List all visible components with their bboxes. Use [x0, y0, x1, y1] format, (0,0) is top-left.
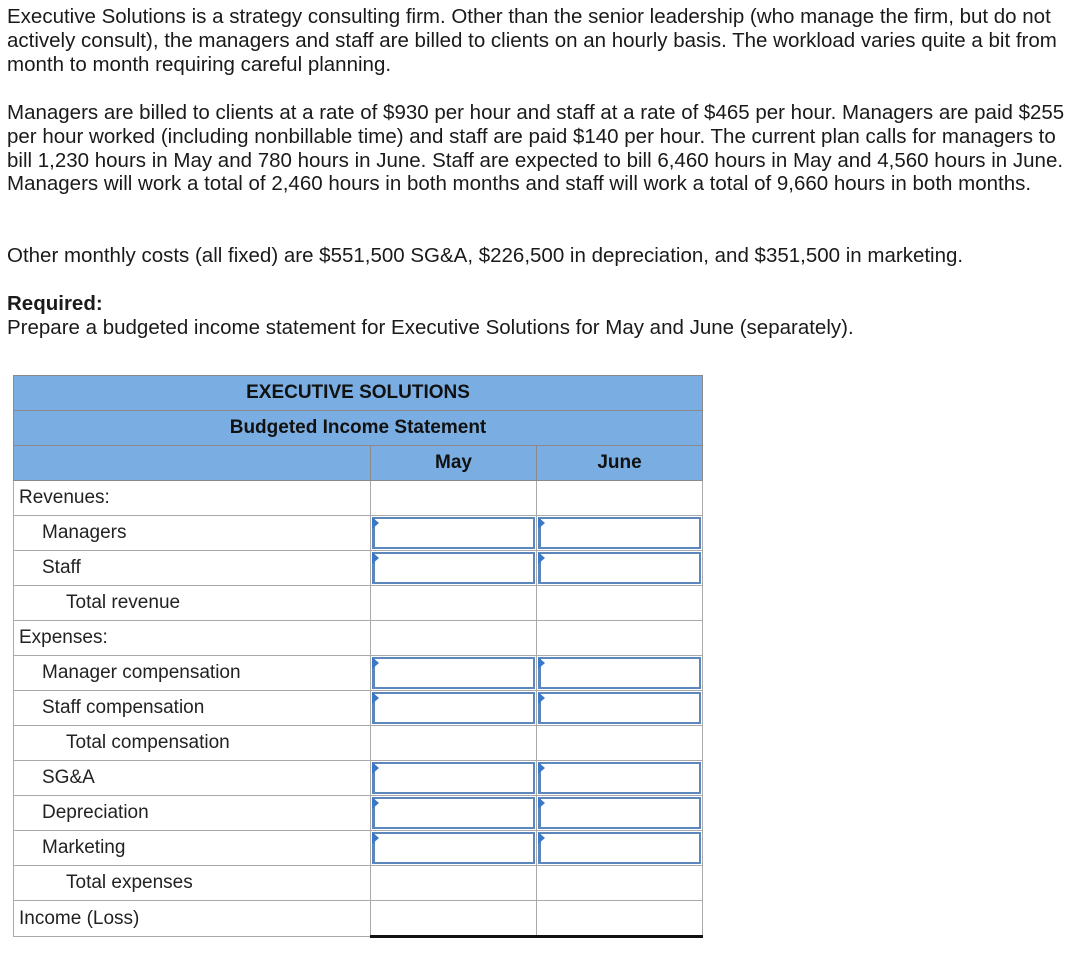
statement-title: Budgeted Income Statement: [14, 411, 703, 446]
total-expenses-may-cell: [371, 866, 537, 901]
total-comp-may-cell: [371, 726, 537, 761]
managers-may-input[interactable]: [372, 517, 535, 549]
table-row: [14, 516, 703, 551]
row-label-marketing: Marketing: [14, 831, 371, 866]
row-label-staff: Staff: [14, 551, 371, 586]
table-row: [14, 901, 703, 937]
company-name: EXECUTIVE SOLUTIONS: [14, 376, 703, 411]
table-row: [14, 726, 703, 761]
staff-comp-may-cell: [371, 691, 537, 726]
manager-comp-june-input[interactable]: [538, 657, 701, 689]
row-label-total-revenue: Total revenue: [14, 586, 371, 621]
required-title: Required:: [7, 292, 103, 315]
depreciation-june-input[interactable]: [538, 797, 701, 829]
row-label-total-compensation: Total compensation: [14, 726, 371, 761]
input-marker-icon: [372, 692, 379, 704]
staff-may-cell: [371, 551, 537, 586]
input-marker-icon: [538, 692, 545, 704]
income-june-cell: [537, 901, 703, 937]
staff-comp-may-input[interactable]: [372, 692, 535, 724]
budgeted-income-statement-table: [13, 375, 703, 938]
table-row: [14, 586, 703, 621]
staff-june-input[interactable]: [538, 552, 701, 584]
column-header-may: May: [371, 446, 537, 481]
input-marker-icon: [538, 797, 545, 809]
statement-title-row: [14, 411, 703, 446]
table-row: [14, 656, 703, 691]
input-marker-icon: [372, 832, 379, 844]
input-marker-icon: [538, 657, 545, 669]
row-label-managers: Managers: [14, 516, 371, 551]
expenses-june-cell: [537, 621, 703, 656]
managers-june-input[interactable]: [538, 517, 701, 549]
table-row: [14, 551, 703, 586]
table-row: [14, 481, 703, 516]
column-header-row: [14, 446, 703, 481]
marketing-may-cell: [371, 831, 537, 866]
row-label-manager-compensation: Manager compensation: [14, 656, 371, 691]
total-comp-june-cell: [537, 726, 703, 761]
manager-comp-may-input[interactable]: [372, 657, 535, 689]
staff-june-cell: [537, 551, 703, 586]
required-text: Prepare a budgeted income statement for Executive Solutions for May and June (separately).: [7, 316, 854, 339]
input-marker-icon: [538, 552, 545, 564]
depreciation-june-cell: [537, 796, 703, 831]
income-may-cell: [371, 901, 537, 937]
input-marker-icon: [372, 797, 379, 809]
marketing-june-cell: [537, 831, 703, 866]
revenues-june-cell: [537, 481, 703, 516]
staff-comp-june-cell: [537, 691, 703, 726]
managers-may-cell: [371, 516, 537, 551]
total-expenses-june-cell: [537, 866, 703, 901]
staff-comp-june-input[interactable]: [538, 692, 701, 724]
row-label-income-loss: Income (Loss): [14, 901, 371, 937]
row-label-revenues: Revenues:: [14, 481, 371, 516]
row-label-total-expenses: Total expenses: [14, 866, 371, 901]
manager-comp-may-cell: [371, 656, 537, 691]
sga-may-input[interactable]: [372, 762, 535, 794]
row-label-sga: SG&A: [14, 761, 371, 796]
input-marker-icon: [372, 552, 379, 564]
total-revenue-may-cell: [371, 586, 537, 621]
column-header-june: June: [537, 446, 703, 481]
problem-paragraph-1: Executive Solutions is a strategy consulting firm. Other than the senior leadership (who manage the firm, but do not actively consult), the managers and staff are billed to clients on an hourly basis. The workload varies quite a bit from month to month requiring careful planning.: [7, 5, 1057, 76]
revenues-may-cell: [371, 481, 537, 516]
sga-may-cell: [371, 761, 537, 796]
total-revenue-june-cell: [537, 586, 703, 621]
table-row: [14, 621, 703, 656]
expenses-may-cell: [371, 621, 537, 656]
sga-june-cell: [537, 761, 703, 796]
row-label-expenses: Expenses:: [14, 621, 371, 656]
depreciation-may-input[interactable]: [372, 797, 535, 829]
depreciation-may-cell: [371, 796, 537, 831]
input-marker-icon: [372, 517, 379, 529]
table-row: [14, 796, 703, 831]
input-marker-icon: [372, 762, 379, 774]
managers-june-cell: [537, 516, 703, 551]
row-label-depreciation: Depreciation: [14, 796, 371, 831]
problem-paragraph-3: Other monthly costs (all fixed) are $551,500 SG&A, $226,500 in depreciation, and $351,500 in marketing.: [7, 244, 964, 267]
input-marker-icon: [538, 517, 545, 529]
table-row: [14, 761, 703, 796]
row-label-staff-compensation: Staff compensation: [14, 691, 371, 726]
input-marker-icon: [538, 762, 545, 774]
marketing-may-input[interactable]: [372, 832, 535, 864]
table-row: [14, 866, 703, 901]
input-marker-icon: [538, 832, 545, 844]
problem-paragraph-2: Managers are billed to clients at a rate of $930 per hour and staff at a rate of $465 per hour. Managers are paid $255 per hour worked (including nonbillable time) and staff are paid $140 per hour. The current plan calls for managers to bill 1,230 hours in May and 780 hours in June. Staff are expected to bill 6,460 hours in May and 4,560 hours in June. Managers will work a total of 2,460 hours in both months and staff will work a total of 9,660 hours in both months.: [7, 101, 1065, 196]
marketing-june-input[interactable]: [538, 832, 701, 864]
staff-may-input[interactable]: [372, 552, 535, 584]
sga-june-input[interactable]: [538, 762, 701, 794]
manager-comp-june-cell: [537, 656, 703, 691]
table-row: [14, 691, 703, 726]
table-row: [14, 831, 703, 866]
input-marker-icon: [372, 657, 379, 669]
column-header-blank: [14, 446, 371, 481]
company-header-row: [14, 376, 703, 411]
